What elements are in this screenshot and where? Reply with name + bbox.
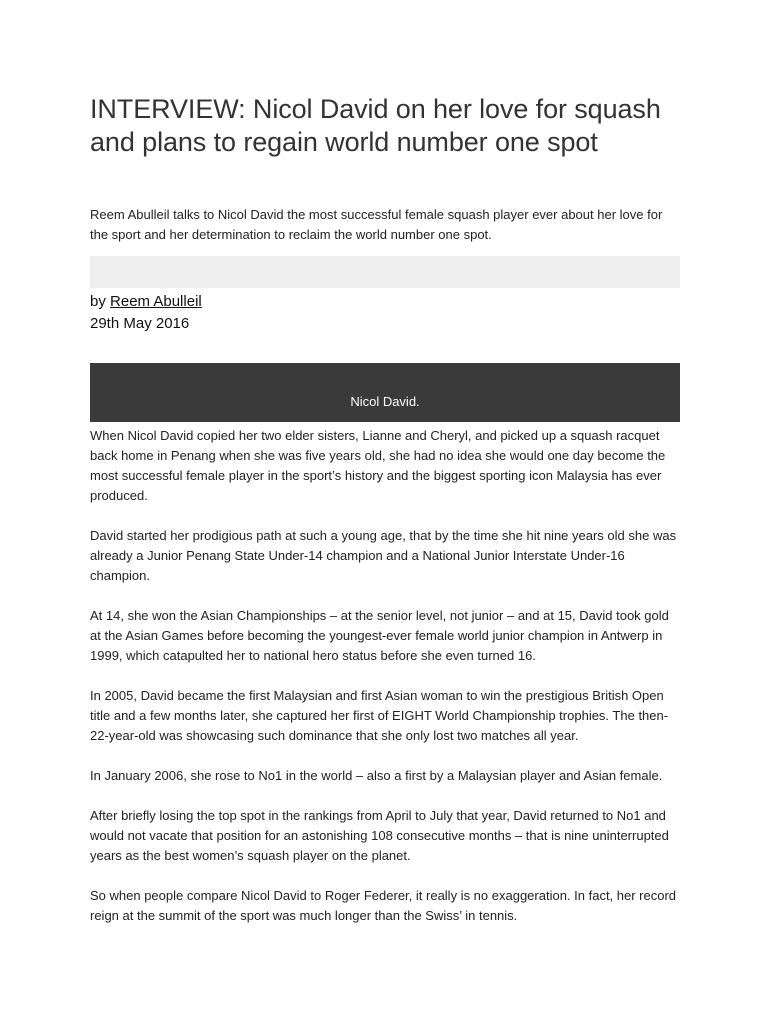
article-standfirst: Reem Abulleil talks to Nicol David the most successful female squash player ever about her love for the sport and her determination to reclaim the world number one spot. [90,207,663,242]
byline [90,291,202,313]
byline-prefix: by [90,293,111,310]
article-title: INTERVIEW: Nicol David on her love for squash and plans to regain world number one spot [90,94,661,157]
ad-placeholder-bar [90,256,680,288]
author-link[interactable]: Reem Abulleil [110,293,202,310]
body-paragraph: In January 2006, she rose to No1 in the world – also a first by a Malaysian player and Asian female. [90,768,663,783]
body-paragraph: In 2005, David became the first Malaysian and first Asian woman to win the prestigious British Open title and a few months later, she captured her first of EIGHT World Championship trophies. The then-22-year-old was showcasing such dominance that she only lost two matches all year. [90,688,669,743]
image-caption: Nicol David. [350,394,420,409]
body-paragraph: When Nicol David copied her two elder sisters, Lianne and Cheryl, and picked up a squash racquet back home in Penang when she was five years old, she had no idea she would one day become the most successful female player in the sport’s history and the biggest sporting icon Malaysia has ever produced. [90,428,666,503]
body-paragraph: After briefly losing the top spot in the rankings from April to July that year, David returned to No1 and would not vacate that position for an astonishing 108 consecutive months – that is nine uninterrupted years as the best women’s squash player on the planet. [90,808,669,863]
publish-date: 29th May 2016 [90,315,190,332]
article-image [90,363,680,422]
article-body [90,426,680,946]
body-paragraph: David started her prodigious path at such a young age, that by the time she hit nine years old she was already a Junior Penang State Under-14 champion and a National Junior Interstate Under-16 champion. [90,528,677,583]
body-paragraph: At 14, she won the Asian Championships – at the senior level, not junior – and at 15, David took gold at the Asian Games before becoming the youngest-ever female world junior champion in Antwerp in 1999, which catapulted her to national hero status before she even turned 16. [90,608,669,663]
body-paragraph: So when people compare Nicol David to Roger Federer, it really is no exaggeration. In fact, her record reign at the summit of the sport was much longer than the Swiss’ in tennis. [90,888,677,923]
